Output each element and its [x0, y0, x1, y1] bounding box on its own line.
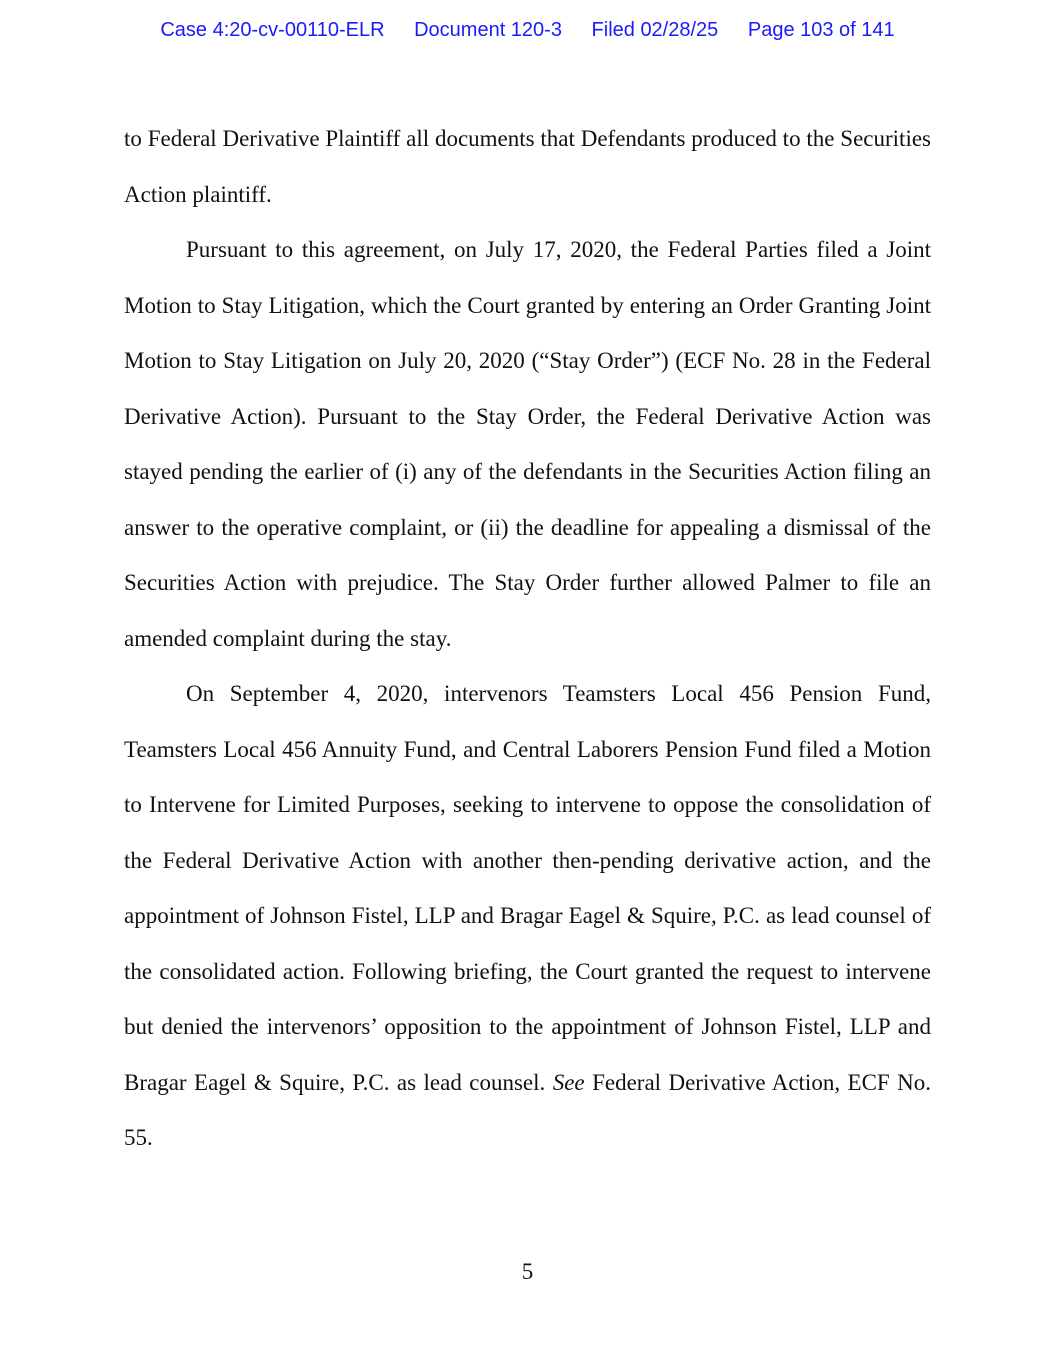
paragraph-intervenors	[124, 666, 931, 1166]
ecf-header	[0, 19, 1055, 42]
paragraph-continuation: to Federal Derivative Plaintiff all documents that Defendants produced to the Securities Action plaintiff.	[124, 126, 931, 207]
paragraph-intervenors-text: On September 4, 2020, intervenors Teamsters Local 456 Pension Fund, Teamsters Local 456 Annuity Fund, and Central Laborers Pension Fund filed a Motion to Intervene for Limited Purposes, seeking to intervene to oppose the consolidation of the Federal Derivative Action with another then-pending derivative action, and the appointment of Johnson Fistel, LLP and Bragar Eagel & Squire, P.C. as lead counsel of the consolidated action. Following briefing, the Court granted the request to intervene but denied the intervenors’ opposition to the appointment of Johnson Fistel, LLP and Bragar Eagel & Squire, P.C. as lead counsel.	[124, 681, 931, 1095]
page-number: 5	[521, 1259, 534, 1284]
document-body	[124, 111, 931, 1166]
filed-date: Filed 02/28/25	[591, 19, 719, 41]
paragraph-stay-order: Pursuant to this agreement, on July 17, 2020, the Federal Parties filed a Joint Motion to Stay Litigation, which the Court granted by entering an Order Granting Joint Motion to Stay Litigation on July 20, 2020 (“Stay Order”) (ECF No. 28 in the Federal Derivative Action). Pursuant to the Stay Order, the Federal Derivative Action was stayed pending the earlier of (i) any of the defendants in the Securities Action filing an answer to the operative complaint, or (ii) the deadline for appealing a dismissal of the Securities Action with prejudice. The Stay Order further allowed Palmer to file an amended complaint during the stay.	[124, 237, 931, 651]
page-count: Page 103 of 141	[747, 19, 895, 41]
paragraph-intervenors-citation: Federal Derivative Action, ECF No. 55.	[124, 1069, 931, 1150]
document-number: Document 120-3	[414, 19, 562, 41]
case-number: Case 4:20-cv-00110-ELR	[160, 19, 385, 41]
citation-signal: See	[552, 1069, 585, 1095]
